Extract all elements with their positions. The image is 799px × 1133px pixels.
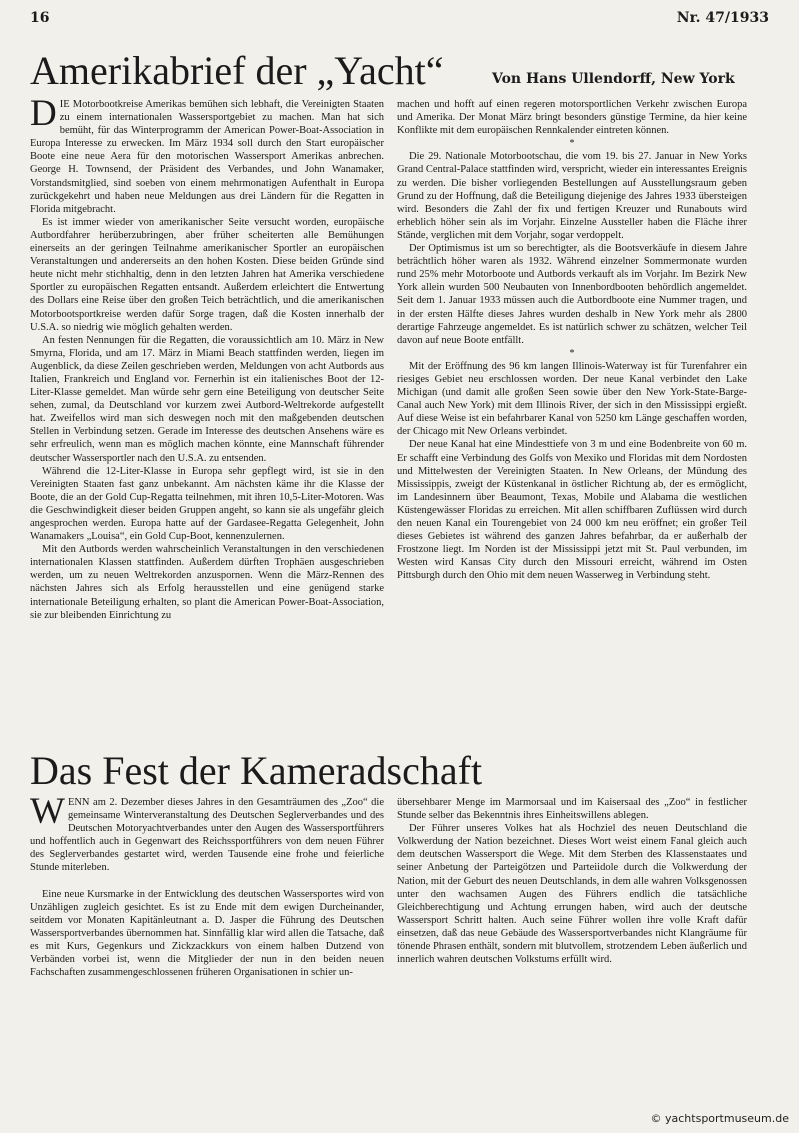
copyright-watermark: © yachtsportmuseum.de <box>650 1112 789 1125</box>
paragraph: machen und hofft auf einen regeren motorsportlichen Verkehr zwischen Europa und Amerika. Der Monat März bringt besonders günstige Termine, da hier keine Konflikte mit dem europäischen Rennkalender eintreten können. <box>397 99 747 137</box>
paragraph: Der Optimismus ist um so berechtigter, als die Bootsverkäufe in diesem Jahre beträchtlich höher waren als 1932. Während einzelner Sommermonate wurden rund 25% mehr Motorboote und Autbords verkauft als im Vorjahr. Im Bezirk New York allein wurden 500 Neubauten von Innenbordbooten behördlich angemeldet. Seit dem 1. Januar 1933 müssen auch die Autbordboote eine Nummer tragen, und in der ersten Hälfte dieses Jahres wurden deshalb in New York mehr als 2800 derartige Fahrzeuge angemeldet. Es ist natürlich schwer zu schätzen, welcher Teil davon auf neue Boote entfällt. <box>397 243 747 346</box>
drop-cap: D <box>30 98 57 134</box>
article-2-headline: Das Fest der Kameradschaft <box>30 748 483 793</box>
paragraph: An festen Nennungen für die Regatten, die voraussichtlich am 10. März in New Smyrna, Florida, und am 17. März in Miami Beach stattfinden werden, liegen im Augenblick, da diese Zeilen geschrieben werden, Meldungen von acht Autbords aus Italien, Frankreich und England vor. Fernerhin ist ein italienisches Boot der 12-Liter-Klasse gemeldet. Man würde sehr gern eine Beteiligung von deutscher Seite sehen, zumal, da Deutschland vor kurzem zwei Autbord-Weltrekorde aufgestellt hat. Zweifellos wird man sich deswegen noch mit den maßgebenden deutschen Stellen in Verbindung setzen. Gerade im Interesse des deutschen Ansehens wäre es sehr erfreulich, wenn man es möglich machen könnte, eine Mannschaft führender deutscher Wassersportler nach den U.S.A. zu entsenden. <box>30 334 384 464</box>
section-separator: * <box>569 347 575 359</box>
page-number: 16 <box>30 10 50 26</box>
drop-cap: W <box>30 796 65 832</box>
paragraph: Eine neue Kursmarke in der Entwicklung des deutschen Wassersportes wird von Unzähligen zugleich gesichtet. Es ist zu Ende mit dem ewigen Durcheinander, seitdem vor Monaten Kapitänleutnant a. D. Jasper die Führung des Deutschen Wassersportverbandes übernommen hat. Sinnfällig klar wird allen die Tatsache, daß es mit Kurs, Gegenkurs und Zickzackkurs von einem halben Dutzend von Verbänden vorbei ist, wenn die Mitglieder der nun in den beiden neuen Fachschaften zusammengeschlossenen früheren Organisationen in schier un- <box>30 888 384 979</box>
paragraph: Es ist immer wieder von amerikanischer Seite versucht worden, europäische Autbordfahrer herüberzubringen, aber früher scheiterten alle Bemühungen einerseits an der geringen Teilnahme amerikanischer Sportler an europäischen Veranstaltungen und andererseits an den hohen Kosten. Diese beiden Gründe sind heute nicht mehr stichhaltig, denn in den letzten Jahren hat Amerika verschiedene Sportler zu europäischen Regatten entsandt. Außerdem erleichtert die Entwertung des Dollars eine Reise über den großen Teich beträchtlich, und die amerikanischen Motorbootsportkreise werden dafür Sorge tragen, daß die Kosten innerhalb der U.S.A. so niedrig wie möglich gehalten werden. <box>30 216 384 333</box>
article-2-column-right <box>397 796 747 1096</box>
paragraph: Während die 12-Liter-Klasse in Europa sehr gepflegt wird, ist sie in den Vereinigten Staaten fast ganz unbekannt. Am nächsten käme ihr die Klasse der Boote, die an der Gold Cup-Regatta teilnehmen, mit ihren 10,5-Liter-Motoren. Was die Geschwindigkeit dieser beiden Gruppen angeht, so kann sie als ungefähr gleich angesprochen werden. Europa hatte auf der Gardasee-Regatta Gelegenheit, John Wanamakers „Louisa“, ein Gold Cup-Boot, kennenzulernen. <box>30 465 384 543</box>
article-1-column-right <box>397 98 747 738</box>
paragraph-text: IE Motorbootkreise Amerikas bemühen sich lebhaft, die Vereinigten Staaten zu einem internationalen Wassersportgebiet zu machen. Man hat sich bemüht, für das Winterprogramm der American Power-Boat-Association in Europa Interesse zu erwecken. Im März 1934 soll durch den Start europäischer Boote eine neue Aera für den motorischen Wassersport Amerikas anbrechen. George H. Townsend, der Präsident des Verbandes, und John Wanamaker, Vorstandsmitglied, sind soeben von einem mehrmonatigen Aufenthalt in Europa zurückgekehrt und haben neue Meldungen aus drei Ländern für die Regatten in Florida mitgebracht. <box>30 99 384 215</box>
paragraph: Mit der Eröffnung des 96 km langen Illinois-Waterway ist für Turenfahrer ein riesiges Gebiet neu erschlossen worden. Der neue Kanal verbindet den Lake Michigan (und damit alle großen Seen sowie über den New York-State-Barge-Canal auch New York) mit dem Illinois River, der sich in den Mississippi ergießt. Auf diese Weise ist ein befahrbarer Kanal von 5250 km Länge geschaffen worden, der Chicago mit New Orleans verbindet. <box>397 360 747 438</box>
section-separator: * <box>569 138 575 150</box>
paragraph-text: ENN am 2. Dezember dieses Jahres in den Gesamträumen des „Zoo“ die gemeinsame Winterveranstaltung des Deutschen Seglerverbandes und des Deutschen Motoryachtverbandes unter den Augen des Wassersportführers und hoffentlich auch in Gegenwart des Reichssportführers von dem neuen Führer des Seglerverbandes gestartet wird, werden Tausende eine frohe und feierliche Stunde miterleben. <box>30 797 384 874</box>
paragraph: Mit den Autbords werden wahrscheinlich Veranstaltungen in den verschiedenen internationalen Klassen stattfinden. Außerdem dürften Trophäen ausgeschrieben werden, um zu neuen Weltrekorden anzuspornen. Wenn die März-Rennen des nächsten Jahres sich als Erfolg herausstellen und eine genügend starke internationale Beteiligung erhalten, so plant die American Power-Boat-Association, sie zur bleibenden Einrichtung zu <box>30 544 384 621</box>
paragraph: Der neue Kanal hat eine Mindesttiefe von 3 m und eine Bodenbreite von 60 m. Er schafft eine Verbindung des Golfs von Mexiko und Floridas mit dem Nordosten und Mittelwesten der Vereinigten Staaten. In New Orleans, der Mündung des Mississippis, zweigt der Küstenkanal in östlicher Richtung ab, der es ermöglicht, im Landesinnern über Beaumont, Texas, Mobile und Alabama die westlichen Küstengewässer Floridas zu erreichen. Mit allen schiffbaren Zuflüssen wird durch den neuen Kanal ein Tourengebiet von 24 000 km neu eröffnet; ein großer Teil dieses Gebietes ist während des ganzen Jahres befahrbar, da er außerhalb der Frostzone liegt. Im Norden ist der Mississippi jetzt mit St. Paul verbunden, im Westen wird Kansas City durch den Missouri erreicht, während im Osten Pittsburgh durch den Ohio mit dem neuen Wasserweg in Verbindung steht. <box>397 439 747 582</box>
article-1-headline: Amerikabrief der „Yacht“ <box>30 48 444 93</box>
issue-number: Nr. 47/1933 <box>676 10 769 26</box>
paragraph: übersehbarer Menge im Marmorsaal und im Kaisersaal des „Zoo“ in festlicher Stunde selber das Bekenntnis ihres Einheitswillens ablegen. <box>397 797 747 822</box>
paragraph <box>30 796 384 875</box>
article-2-column-left <box>30 796 384 1096</box>
paragraph: Der Führer unseres Volkes hat als Hochziel des neuen Deutschland die Volkwerdung der Nation bezeichnet. Dieses Wort weist einem Fanal gleich auch dem deutschen Wassersport die Wege. Mit dem Sterben des Klassenstaates und seiner Anbetung der Parteigötzen und Parteiidole durch die Volkwerdung der Nation, mit der Geburt des neuen Deutschlands, in dem alle wahren Volksgenossen unter den wachsamen Augen des Führers endlich die tatsächliche Gleichberechtigung und Achtung errungen haben, wird auch der deutsche Wassersport Schritt halten. Auch seine Führer wollen ihre volle Kraft dafür einsetzen, daß das neue Gebäude des Wassersportverbandes nicht Klangräume für tönende Phrasen enthält, sondern mit blutvollem, strotzendem Leben äußerlich und innerlich wahren deutschen Volkstums erfüllt wird. <box>397 823 747 966</box>
article-1-byline: Von Hans Ullendorff, New York <box>492 71 735 87</box>
article-1-column-left <box>30 98 384 736</box>
paragraph: Die 29. Nationale Motorbootschau, die vom 19. bis 27. Januar in New Yorks Grand Central-Palace stattfinden wird, verspricht, wieder ein interessantes Ereignis zu werden. Die bisher vorliegenden Bestellungen auf Ausstellungsraum geben Grund zu der Hoffnung, daß die Beteiligung diejenige des Jahres 1933 übersteigen wird. Besonders die Zahl der fix und fertigen Kreuzer und Runabouts wird erheblich höher sein als im Vorjahr. Einzelne Aussteller haben die Fläche ihrer Stände, verglichen mit dem Vorjahr, sogar verdoppelt. <box>397 151 747 241</box>
paragraph <box>30 98 384 216</box>
